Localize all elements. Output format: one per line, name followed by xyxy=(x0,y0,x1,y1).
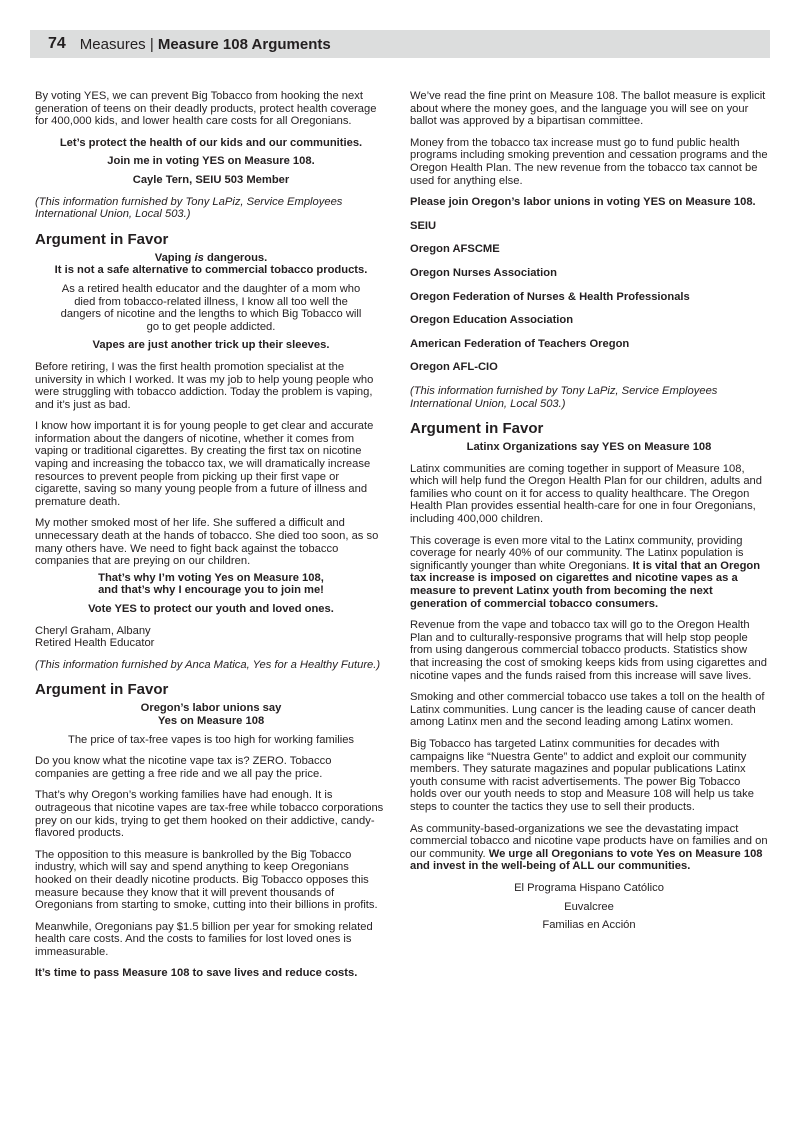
arg2-subtitle-1: Vaping is dangerous. xyxy=(154,251,268,264)
union-item: Oregon Federation of Nurses & Health Professionals xyxy=(410,290,690,303)
union-item: SEIU xyxy=(410,219,437,232)
arg4-paragraph-1: Latinx communities are coming together in support of Measure 108, which will help fund the Oregon Health Plan for our children, adults and families who count on it for access to quality healthcare. The Oregon Health Plan provides essential health-care for one in four Oregonians, including 400,000 children. xyxy=(410,462,762,526)
arg2-centered-statement: As a retired health educator and the daughter of a mom who died from tobacco-related illness, I know all too well the dangers of nicotine and the lengths to which Big Tobacco will go to get people addicted. xyxy=(60,282,362,333)
union-item: Oregon AFSCME xyxy=(410,243,500,256)
arg3-paragraph-1: Do you know what the nicotine vape tax is? ZERO. Tobacco companies are getting a free ride and we all pay the price. xyxy=(35,755,332,780)
union-item: Oregon Nurses Association xyxy=(410,266,557,279)
arg2-why-line-1: That’s why I’m voting Yes on Measure 108, xyxy=(98,571,324,584)
arg2-trick-line: Vapes are just another trick up their sleeves. xyxy=(92,339,330,352)
argument-heading-2: Argument in Favor xyxy=(35,230,169,248)
union-item: American Federation of Teachers Oregon xyxy=(410,337,630,350)
argument-heading-4: Argument in Favor xyxy=(410,420,544,438)
right-paragraph-2: Money from the tobacco tax increase must go to fund public health programs including smoking prevention and cessation programs and the Oregon Health Plan. The new revenue from the tobacco tax cannot be used for anything else. xyxy=(410,136,768,187)
arg3-subtitle-2: Yes on Measure 108 xyxy=(157,714,265,727)
arg4-paragraph-3: Revenue from the vape and tobacco tax will go to the Oregon Health Plan and to culturally-responsive programs that will help stop people from using dangerous commercial tobacco products. Statistics show that increasing the cost of smoking keeps kids from using cigarettes and nicotine vapes and the funds raised from this increase will save lives. xyxy=(410,619,767,682)
arg4-paragraph-4: Smoking and other commercial tobacco use takes a toll on the health of Latinx communities. Lung cancer is the leading cause of cancer death among Latinx men and the second leading among Latinx women. xyxy=(410,691,765,729)
intro-paragraph: By voting YES, we can prevent Big Tobacco from hooking the next generation of teens on their deadly products, protect health coverage for 400,000 kids, and lower health care costs for all Oregonians. xyxy=(35,90,377,128)
furnished-note-2: (This information furnished by Anca Matica, Yes for a Healthy Future.) xyxy=(35,658,381,671)
argument-heading-3: Argument in Favor xyxy=(35,681,169,699)
arg2-paragraph-2: I know how important it is for young people to get clear and accurate information about the dangers of nicotine, whether it comes from vaping or traditional cigarettes. By creating the first tax on nicotine vaping and increasing the tobacco tax, we will dramatically increase resources to prevent people from picking up their first vape or cigarette, saving so many young people from a future of illness and premature death. xyxy=(35,420,374,508)
left-column xyxy=(35,90,387,989)
section-label: Measures xyxy=(79,35,146,53)
arg3-final-line: It’s time to pass Measure 108 to save lives and reduce costs. xyxy=(35,967,358,980)
signature-cayle: Cayle Tern, SEIU 503 Member xyxy=(132,173,290,186)
union-item: Oregon AFL-CIO xyxy=(410,361,498,374)
arg2-signature-name: Cheryl Graham, Albany xyxy=(35,624,151,637)
signer-item: El Programa Hispano Católico xyxy=(514,881,664,894)
page-number: 74 xyxy=(48,35,66,52)
arg4-subtitle: Latinx Organizations say YES on Measure 108 xyxy=(466,441,712,454)
arg2-why-line-2: and that’s why I encourage you to join me! xyxy=(98,584,324,597)
closing-line-2: Join me in voting YES on Measure 108. xyxy=(107,155,315,168)
join-line: Please join Oregon’s labor unions in voting YES on Measure 108. xyxy=(410,196,756,209)
arg3-centered-statement: The price of tax-free vapes is too high for working families xyxy=(67,733,355,746)
arg2-paragraph-3: My mother smoked most of her life. She suffered a difficult and unnecessary death at the hands of tobacco. She died too soon, as so many others have. We need to fight back against the tobacco companies that are preying on our children. xyxy=(35,517,379,568)
arg2-signature-title: Retired Health Educator xyxy=(35,637,155,650)
right-paragraph-1: We’ve read the fine print on Measure 108. The ballot measure is explicit about where the money goes, and the language you will see on your ballot was approved by a bipartisan committee. xyxy=(410,90,766,128)
arg3-paragraph-4: Meanwhile, Oregonians pay $1.5 billion per year for smoking related health care costs. And the costs to families for lost loved ones is immeasurable. xyxy=(35,920,373,958)
arg4-paragraph-5: Big Tobacco has targeted Latinx communities for decades with campaigns like “Nuestra Gente” to addict and exploit our community members. They saturate magazines and popular publications Latinx youth consume with racist advertisements. The power Big Tobacco holds over our youth needs to stop and Measure 108 will help us take steps to counter the tactics they use to sell their products. xyxy=(410,737,754,813)
furnished-note-1: (This information furnished by Tony LaPiz, Service Employees International Union, Local 503.) xyxy=(35,195,343,221)
arg4-paragraph-6: As community-based-organizations we see the devastating impact commercial tobacco and nicotine vape products have on families and on our community. We urge all Oregonians to vote Yes on Measure 108 and invest in the well-being of ALL our communities. xyxy=(410,822,768,873)
union-item: Oregon Education Association xyxy=(410,314,574,327)
arg3-paragraph-3: The opposition to this measure is bankrolled by the Big Tobacco industry, which will say and spend anything to keep Oregonians hooked on their deadly nicotine products. Big Tobacco opposes this measure because they know that it will prevent thousands of Oregonians from starting to smoke, cutting into their billions in profits. xyxy=(35,848,378,912)
signer-item: Euvalcree xyxy=(564,900,614,913)
arg3-subtitle-1: Oregon’s labor unions say xyxy=(140,702,282,715)
arg2-paragraph-1: Before retiring, I was the first health promotion specialist at the university in which I worked. It was my job to help young people who were struggling with tobacco addiction. Today the problem is vaping, and it’s just as bad. xyxy=(35,360,374,411)
page-title: Measure 108 Arguments xyxy=(157,35,331,53)
header-separator: | xyxy=(145,35,158,53)
arg4-paragraph-2: This coverage is even more vital to the Latinx community, providing coverage for nearly 40% of our community. The Latinx population is significantly younger than white Oregonians. It is vital that an Oregon tax increase is imposed on cigarettes and nicotine vapes as a measure to prevent Latinx youth from becoming the next generation of commercial tobacco consumers. xyxy=(410,534,761,610)
furnished-note-3: (This information furnished by Tony LaPiz, Service Employees International Union, Local 503.) xyxy=(410,384,718,410)
union-list xyxy=(410,220,768,374)
signer-item: Familias en Acción xyxy=(542,919,636,932)
right-column xyxy=(410,90,768,938)
arg2-subtitle-2: It is not a safe alternative to commercial tobacco products. xyxy=(54,264,368,277)
arg2-vote-line: Vote YES to protect our youth and loved ones. xyxy=(88,603,334,615)
page-header xyxy=(30,30,770,58)
arg3-paragraph-2: That’s why Oregon’s working families have had enough. It is outrageous that nicotine vapes are tax-free while tobacco corporations prey on our kids, trying to get them hooked on their addictive, candy-flavored products. xyxy=(35,789,384,840)
closing-line-1: Let’s protect the health of our kids and our communities. xyxy=(59,136,363,149)
